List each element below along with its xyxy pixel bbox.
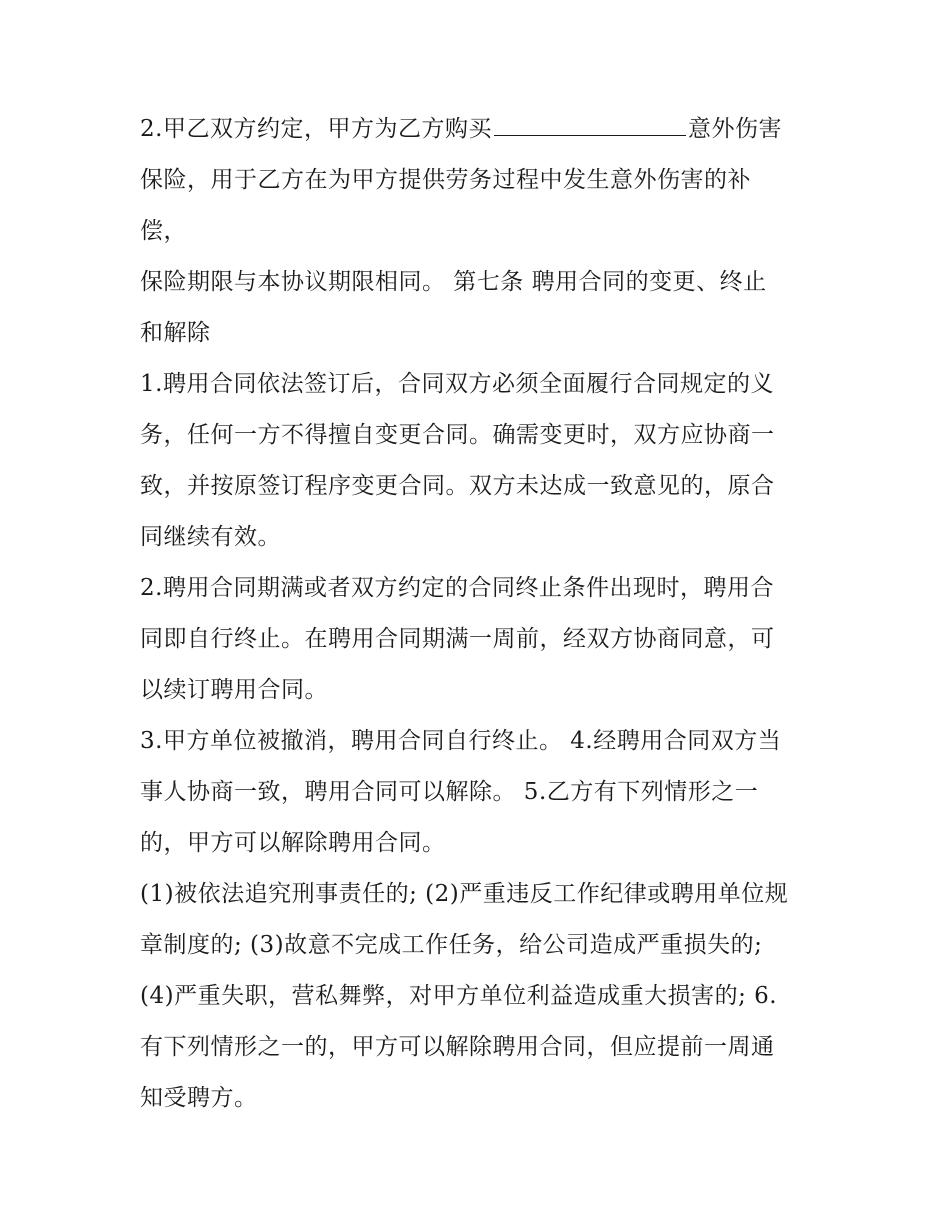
text-line: 知受聘方。 bbox=[140, 1085, 258, 1111]
text-line: 同即自行终止。在聘用合同期满一周前，经双方协商同意，可 bbox=[140, 626, 775, 652]
text-line: (4)严重失职，营私舞弊，对甲方单位利益造成重大损害的; 6. bbox=[140, 983, 778, 1009]
text-line: 事人协商一致，聘用合同可以解除。 5.乙方有下列情形之一 bbox=[140, 779, 759, 805]
fill-in-blank bbox=[494, 115, 686, 136]
text-line: 章制度的; (3)故意不完成工作任务，给公司造成严重损失的; bbox=[140, 932, 763, 958]
text-line: 的，甲方可以解除聘用合同。 bbox=[140, 830, 446, 856]
text-line: 致，并按原签订程序变更合同。双方未达成一致意见的，原合 bbox=[140, 473, 775, 499]
text-line: 2.聘用合同期满或者双方约定的合同终止条件出现时，聘用合 bbox=[140, 575, 774, 601]
text-line: 1.聘用合同依法签订后，合同双方必须全面履行合同规定的义 bbox=[140, 371, 774, 397]
text-segment: 意外伤害 bbox=[687, 116, 782, 142]
text-segment: 2.甲乙双方约定，甲方为乙方购买 bbox=[140, 116, 492, 142]
document-body bbox=[140, 104, 820, 1124]
text-line: 有下列情形之一的，甲方可以解除聘用合同，但应提前一周通 bbox=[140, 1034, 775, 1060]
text-line: 以续订聘用合同。 bbox=[140, 677, 328, 703]
text-line: 偿， bbox=[140, 218, 187, 244]
text-line bbox=[140, 104, 820, 155]
text-line: (1)被依法追究刑事责任的; (2)严重违反工作纪律或聘用单位规 bbox=[140, 881, 789, 907]
text-line: 务，任何一方不得擅自变更合同。确需变更时，双方应协商一 bbox=[140, 422, 775, 448]
text-line: 保险，用于乙方在为甲方提供劳务过程中发生意外伤害的补 bbox=[140, 167, 751, 193]
text-line: 同继续有效。 bbox=[140, 524, 281, 550]
text-line: 和解除 bbox=[140, 320, 211, 346]
text-line: 3.甲方单位被撤消，聘用合同自行终止。 4.经聘用合同双方当 bbox=[140, 728, 782, 754]
text-line: 保险期限与本协议期限相同。 第七条 聘用合同的变更、终止 bbox=[140, 269, 767, 295]
